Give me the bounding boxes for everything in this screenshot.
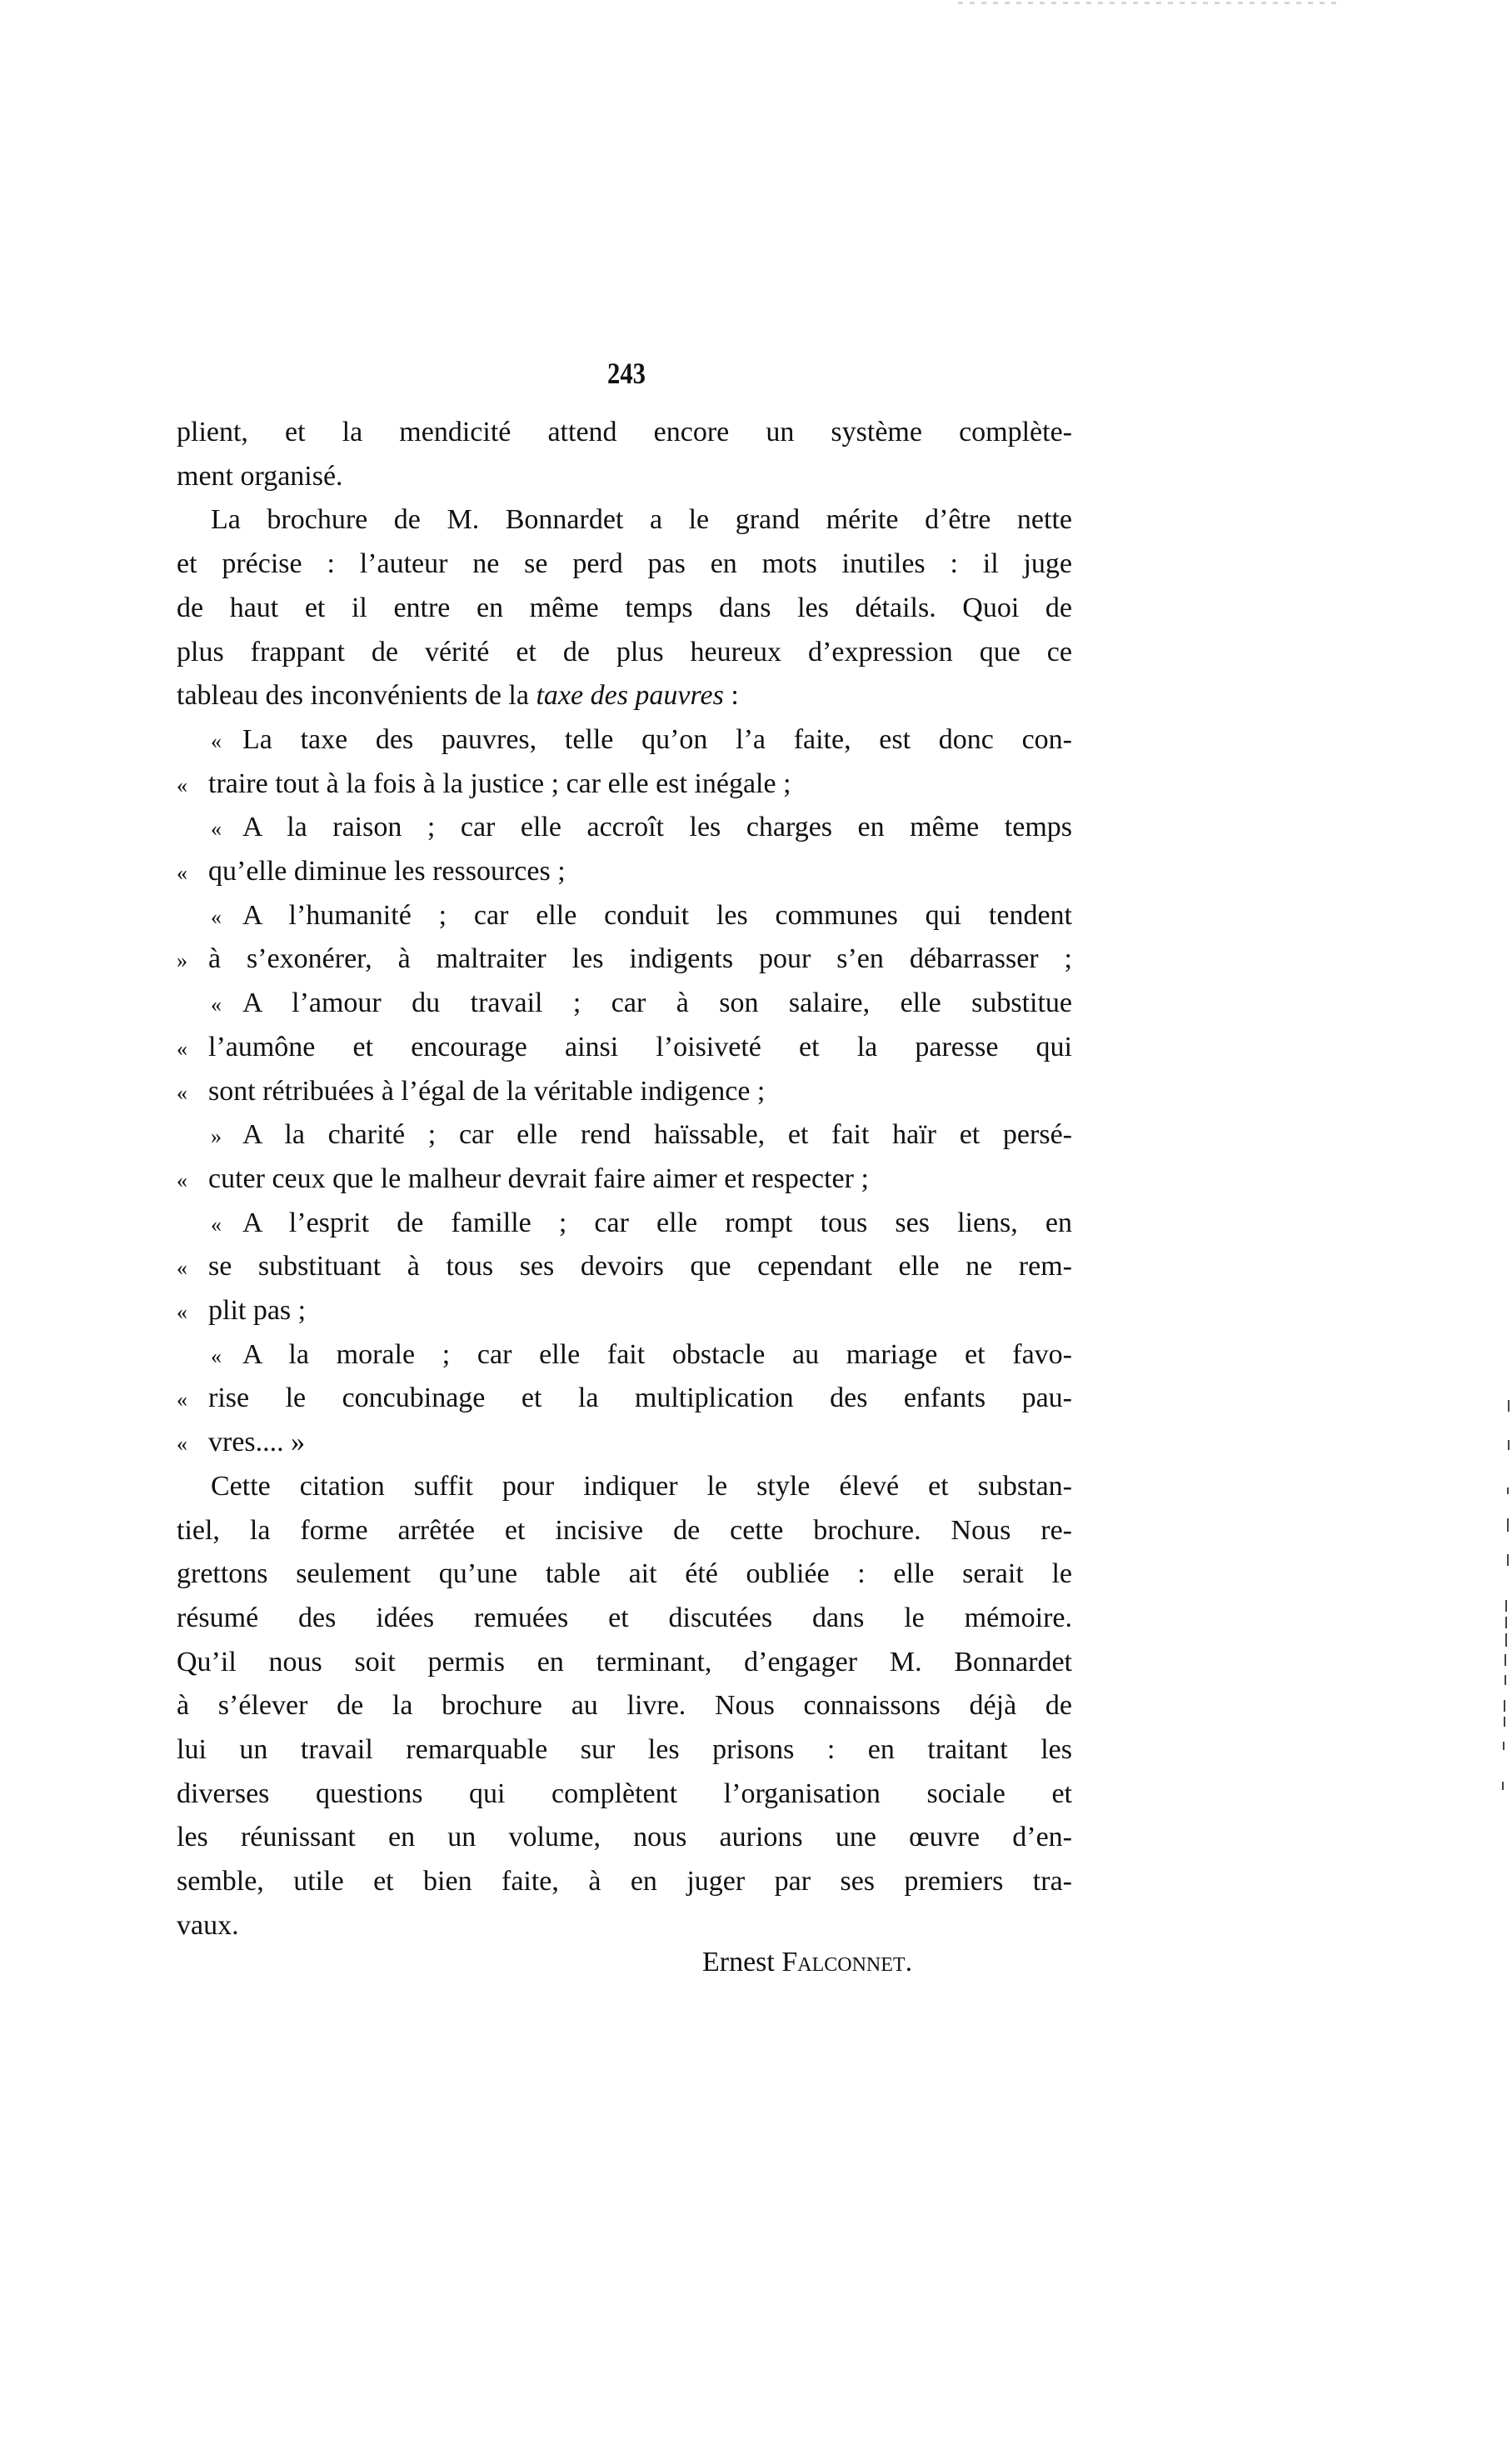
scan-artifact-mark <box>1507 1518 1509 1532</box>
quotation-mark: « <box>177 772 187 798</box>
quotation-mark: « <box>177 1300 187 1324</box>
quotation-mark: « <box>177 1388 187 1412</box>
quote-line <box>177 1292 1072 1329</box>
quote-line <box>177 809 1072 846</box>
line-text-after: : <box>723 680 739 712</box>
quote-line <box>177 1205 1072 1242</box>
text-line: ment organisé. <box>177 460 343 492</box>
quotation-mark: « <box>177 1256 187 1281</box>
italic-term: taxe des pauvres <box>536 680 724 712</box>
quotation-mark: « <box>211 728 222 753</box>
text-line: de haut et il entre en même temps dans les détails. Quoi de <box>177 592 1072 623</box>
quote-line <box>177 1248 1072 1285</box>
text-line: Cette citation suffit pour indiquer le style élevé et substan- <box>211 1470 1072 1502</box>
quote-line <box>177 1161 1072 1198</box>
line-text: vres.... » <box>208 1427 306 1458</box>
line-text: A la raison ; car elle accroît les charges en même temps <box>242 812 1072 843</box>
scan-artifact-mark <box>1502 1782 1504 1790</box>
line-text: La taxe des pauvres, telle qu’on l’a faite, est donc con- <box>242 723 1072 755</box>
author-signature <box>702 1944 912 1981</box>
quotation-mark: « <box>211 817 222 842</box>
author-first-name: Ernest <box>702 1947 775 1978</box>
line-text: plit pas ; <box>208 1295 307 1326</box>
text-line: à s’élever de la brochure au livre. Nous connaissons déjà de <box>177 1690 1072 1722</box>
scan-artifact-mark <box>1505 1633 1507 1647</box>
text-line: La brochure de M. Bonnardet a le grand mérite d’être nette <box>211 504 1072 536</box>
text-line <box>177 678 1072 714</box>
text-line: et précise : l’auteur ne se perd pas en mots inutiles : il juge <box>177 548 1072 580</box>
line-text: rise le concubinage et la multiplication des enfants pau- <box>208 1382 1072 1414</box>
quotation-mark: « <box>177 1036 187 1061</box>
scan-artifact-mark <box>1503 1742 1505 1750</box>
line-text: se substituant à tous ses devoirs que cependant elle ne rem- <box>208 1251 1072 1282</box>
scan-artifact-mark <box>1505 1600 1507 1612</box>
line-text: l’aumône et encourage ainsi l’oisiveté et la paresse qui <box>208 1031 1072 1062</box>
scan-artifact-mark <box>1504 1700 1505 1712</box>
line-text: A l’humanité ; car elle conduit les communes qui tendent <box>242 899 1072 931</box>
line-text: A la charité ; car elle rend haïssable, et fait haïr et persé- <box>242 1119 1072 1151</box>
line-text: A la morale ; car elle fait obstacle au mariage et favo- <box>242 1338 1072 1370</box>
scan-artifact-mark <box>1508 1400 1510 1412</box>
quotation-mark: » <box>177 948 187 973</box>
quotation-mark: « <box>211 1343 222 1368</box>
quotation-mark: « <box>177 1080 187 1105</box>
scan-artifact-mark <box>1505 1617 1507 1628</box>
line-text: A l’amour du travail ; car à son salaire, elle substitue <box>242 988 1072 1019</box>
quote-line <box>177 1380 1072 1417</box>
text-line: plus frappant de vérité et de plus heureux d’expression que ce <box>177 636 1072 668</box>
text-line: semble, utile et bien faite, à en juger par ses premiers tra- <box>177 1866 1072 1898</box>
text-line: les réunissant en un volume, nous aurions une œuvre d’en- <box>177 1822 1072 1853</box>
quote-line <box>177 1029 1072 1066</box>
quotation-mark: « <box>211 904 222 929</box>
line-text: traire tout à la fois à la justice ; car elle est inégale ; <box>208 768 791 799</box>
line-text: qu’elle diminue les ressources ; <box>208 856 566 887</box>
quote-line <box>177 985 1072 1022</box>
scan-artifact-mark <box>1505 1654 1506 1666</box>
quote-line <box>177 853 1072 890</box>
page-number: 243 <box>607 357 646 390</box>
quote-line <box>177 1117 1072 1153</box>
text-line: lui un travail remarquable sur les prisons : en traitant les <box>177 1734 1072 1765</box>
quotation-mark: « <box>211 1212 222 1237</box>
text-line: plient, et la mendicité attend encore un système complète- <box>177 417 1072 448</box>
line-text: cuter ceux que le malheur devrait faire aimer et respecter ; <box>208 1162 869 1194</box>
quote-line <box>177 1073 1072 1110</box>
quotation-mark: « <box>177 861 187 885</box>
line-text: sont rétribuées à l’égal de la véritable indigence ; <box>208 1075 766 1107</box>
line-text: A l’esprit de famille ; car elle rompt tous ses liens, en <box>242 1207 1072 1238</box>
text-line: vaux. <box>177 1909 239 1941</box>
scan-artifact-mark <box>1507 1554 1509 1566</box>
quote-line <box>177 1424 1072 1461</box>
quote-line <box>177 722 1072 758</box>
quotation-mark: « <box>211 992 222 1018</box>
text-line: tiel, la forme arrêtée et incisive de cette brochure. Nous re- <box>177 1514 1072 1546</box>
scan-artifact-mark <box>1505 1675 1506 1685</box>
quotation-mark: « <box>177 1432 187 1457</box>
line-text: à s’exonérer, à maltraiter les indigents pour s’en débarrasser ; <box>208 943 1072 975</box>
quote-line <box>177 1337 1072 1373</box>
quote-line <box>177 941 1072 978</box>
quotation-mark: » <box>211 1124 222 1149</box>
line-text: tableau des inconvénients de la <box>177 680 536 712</box>
quote-line <box>177 766 1072 802</box>
text-line: diverses questions qui complètent l’organisation sociale et <box>177 1778 1072 1809</box>
scan-artifact-mark <box>1508 1440 1510 1450</box>
scan-noise <box>958 2 1341 4</box>
scan-artifact-mark <box>1504 1717 1505 1727</box>
author-last-name: Falconnet. <box>781 1947 913 1978</box>
text-line: résumé des idées remuées et discutées dans le mémoire. <box>177 1602 1072 1633</box>
text-line: Qu’il nous soit permis en terminant, d’engager M. Bonnardet <box>177 1646 1072 1678</box>
scan-artifact-mark <box>1507 1488 1509 1494</box>
quote-line <box>177 898 1072 934</box>
text-line: grettons seulement qu’une table ait été oubliée : elle serait le <box>177 1558 1072 1590</box>
quotation-mark: « <box>177 1168 187 1192</box>
